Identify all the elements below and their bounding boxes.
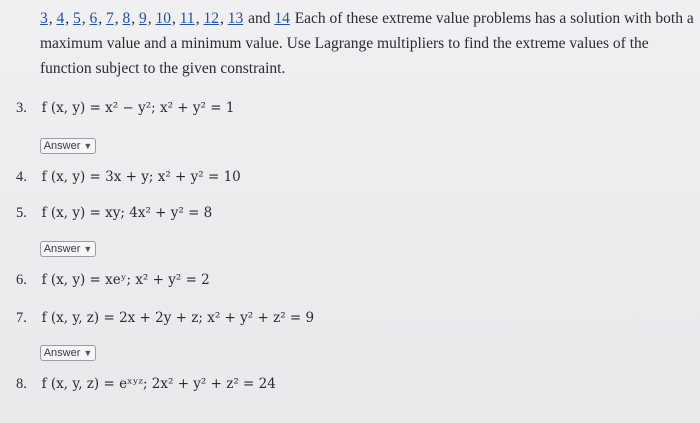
problem-formula: f (x, y) = x² − y²; x² + y² = 1: [41, 100, 235, 116]
problem-link-5[interactable]: 5: [73, 10, 81, 27]
problem-3: [16, 100, 234, 117]
answer-button-3[interactable]: [40, 138, 96, 154]
and-word: and: [248, 10, 271, 27]
problem-link-6[interactable]: 6: [89, 10, 98, 27]
problem-number: 3.: [16, 100, 27, 116]
answer-label: Answer: [43, 347, 81, 359]
down-arrow-icon: ▼: [83, 244, 93, 254]
problem-link-13[interactable]: 13: [227, 10, 244, 27]
down-arrow-icon: ▼: [83, 348, 93, 358]
problem-number: 5.: [16, 205, 27, 221]
down-arrow-icon: ▼: [83, 141, 93, 151]
problem-link-8[interactable]: 8: [122, 10, 131, 27]
instructions-text: Each of these extreme value problems has a solution with both a maximum value and a minimum value. Use Lagrange multipliers to find the extreme values of the function subject to the given constraint.: [40, 10, 694, 77]
problem-number: 8.: [16, 376, 27, 392]
problem-link-12[interactable]: 12: [203, 10, 219, 27]
problem-link-4[interactable]: 4: [56, 10, 65, 27]
instructions: 3, 4, 5, 6, 7, 8, 9, 10, 11, 12, 13 and 14 Each of these extreme value problems has a solution with both a maximum value and a minimum value. Use Lagrange multipliers to find the extreme values of the function subject to the given constraint.: [40, 10, 694, 77]
problem-formula: f (x, y) = xy; 4x² + y² = 8: [41, 205, 213, 221]
problem-number: 6.: [16, 272, 27, 288]
problem-link-7[interactable]: 7: [106, 10, 114, 27]
answer-label: Answer: [43, 140, 81, 152]
answer-label: Answer: [43, 243, 81, 255]
problem-5: [16, 205, 212, 222]
problem-link-14[interactable]: 14: [274, 10, 290, 27]
problem-number: 7.: [16, 310, 27, 326]
answer-button-5[interactable]: [40, 241, 96, 257]
problem-formula: f (x, y) = 3x + y; x² + y² = 10: [41, 169, 241, 185]
problem-number: 4.: [16, 169, 27, 185]
answer-button-7[interactable]: [40, 345, 96, 361]
problem-4: [16, 169, 241, 186]
problem-link-9[interactable]: 9: [139, 10, 147, 27]
problem-link-3[interactable]: 3: [40, 10, 48, 27]
problem-formula: f (x, y, z) = eˣʸᶻ; 2x² + y² + z² = 24: [41, 376, 276, 392]
problem-formula: f (x, y) = xeʸ; x² + y² = 2: [41, 272, 210, 288]
problem-formula: f (x, y, z) = 2x + 2y + z; x² + y² + z² = 9: [41, 310, 315, 326]
problem-7: [16, 310, 314, 327]
problem-link-11[interactable]: 11: [179, 10, 195, 27]
problem-8: [16, 376, 276, 393]
problem-6: [16, 272, 210, 289]
problem-link-10[interactable]: 10: [155, 10, 171, 27]
